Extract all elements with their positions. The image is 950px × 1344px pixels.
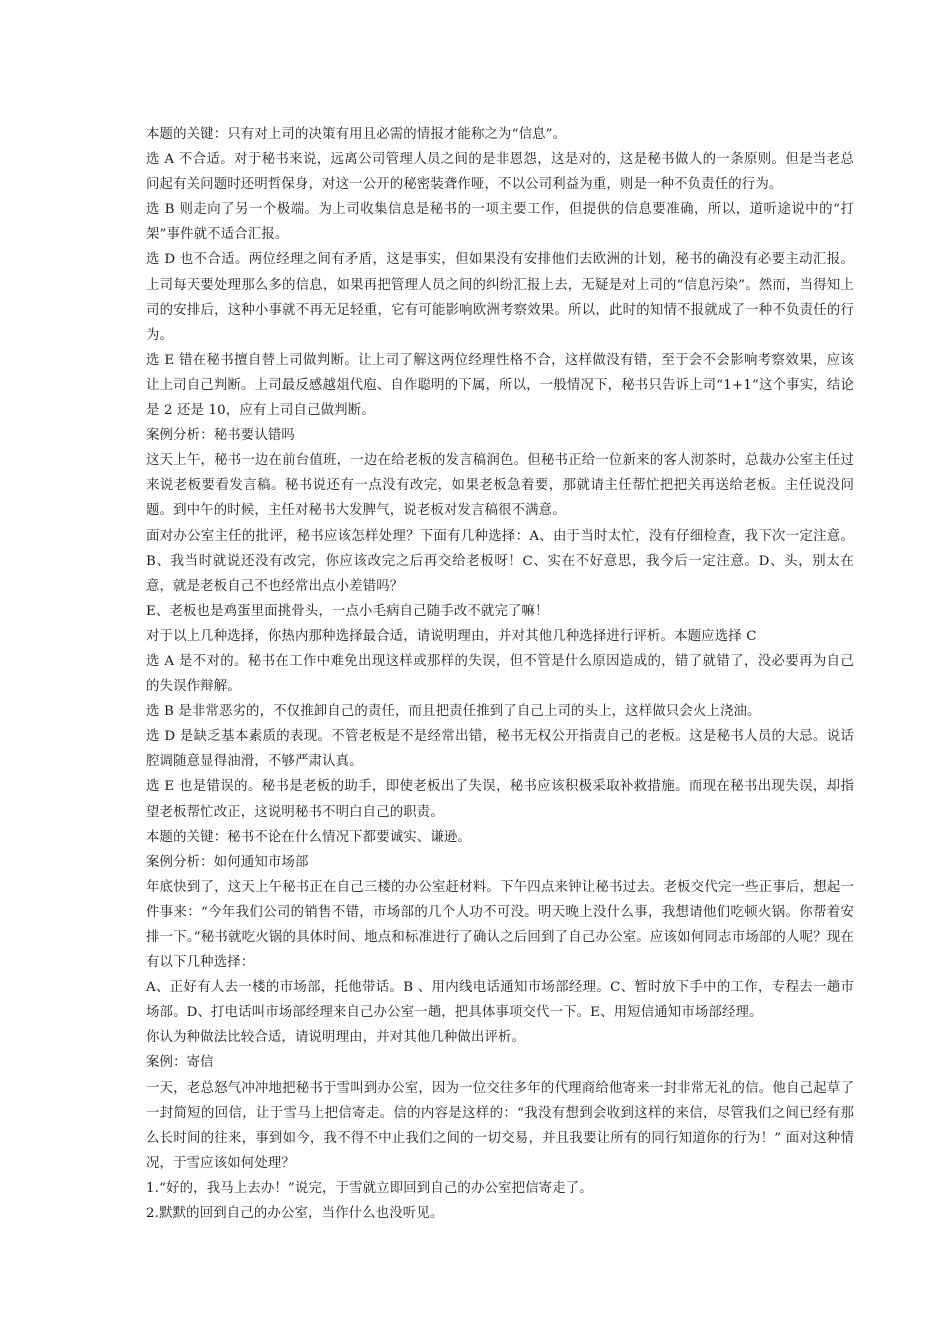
- paragraph-option-e-analysis: 选 E 错在秘书擅自替上司做判断。让上司了解这两位经理性格不合，这样做没有错，至于会不会影响考察效果，应该让上司自己判断。上司最反感越俎代庖、自作聪明的下属，所以，一般情况下，秘书只告诉上司“1+1”这个事实，结论是 2 还是 10，应有上司自己做判断。: [146, 352, 854, 419]
- paragraph-choice-e: E、老板也是鸡蛋里面挑骨头，一点小毛病自己随手改不就完了嘛！: [146, 603, 549, 619]
- paragraph-option-a-analysis: 选 A 不合适。对于秘书来说，远离公司管理人员之间的是非恩怨，这是对的，这是秘书做人的一条原则。但是当老总问起有关问题时还明哲保身，对这一公开的秘密装聋作哑，不以公司利益为重，则是一种不负责任的行为。: [146, 152, 854, 193]
- case-heading-admit-mistake: 案例分析：秘书要认错吗: [146, 428, 295, 444]
- paragraph-case-story: 这天上午，秘书一边在前台值班，一边在给老板的发言稿润色。但秘书正给一位新来的客人沏茶时，总裁办公室主任过来说老板要看发言稿。秘书说还有一点没有改完，如果老板急着要，那就请主任帮忙把把关再送给老板。主任说没问题。到中午的时候，主任对秘书大发脾气，说老板对发言稿很不满意。: [146, 453, 854, 519]
- document-body: [146, 122, 854, 1226]
- paragraph-option-d-analysis: 选 D 也不合适。两位经理之间有矛盾，这是事实，但如果没有安排他们去欧洲的计划，秘书的确没有必要主动汇报。上司每天要处理那么多的信息，如果再把管理人员之间的纠纷汇报上去，无疑是对上司的“信息污染”。然而，当得知上司的安排后，这种小事就不再无足轻重，它有可能影响欧洲考察效果。所以，此时的知情不报就成了一种不负责任的行为。: [146, 252, 854, 343]
- paragraph-choice-b-review: 选 B 是非常恶劣的，不仅推卸自己的责任，而且把责任推到了自己上司的头上，这样做只会火上浇油。: [146, 704, 761, 720]
- paragraph-option-b-analysis: 选 B 则走向了另一个极端。为上司收集信息是秘书的一项主要工作，但提供的信息要准确，所以，道听途说中的“打架”事件就不适合汇报。: [146, 202, 854, 243]
- case-heading-notify-market: 案例分析：如何通知市场部: [146, 854, 309, 870]
- paragraph-market-question: 你认为种做法比较合适，请说明理由，并对其他几种做出评析。: [146, 1030, 526, 1046]
- paragraph-letter-choice-2: 2.默默的回到自己的办公室，当作什么也没听见。: [146, 1206, 444, 1222]
- paragraph-choice-d-review: 选 D 是缺乏基本素质的表现。不管老板是不是经常出错，秘书无权公开指责自己的老板。这是秘书人员的大忌。说话腔调随意显得油滑，不够严肃认真。: [146, 729, 854, 770]
- paragraph-key-point-honesty: 本题的关键：秘书不论在什么情况下都要诚实、谦逊。: [146, 829, 471, 845]
- paragraph-choice-a-review: 选 A 是不对的。秘书在工作中难免出现这样或那样的失误，但不管是什么原因造成的，错了就错了，没必要再为自己的失误作辩解。: [146, 653, 854, 695]
- paragraph-case-choices: 面对办公室主任的批评，秘书应该怎样处理？下面有几种选择：A、由于当时太忙，没有仔细检查，我下次一定注意。B、我当时就说还没有改完，你应该改完之后再交给老板呀！C、实在不好意思，我今后一定注意。D、头，别太在意，就是老板自己不也经常出点小差错吗？: [146, 528, 854, 594]
- paragraph-question-answer-c: 对于以上几种选择，你热内那种选择最合适，请说明理由，并对其他几种选择进行评析。本题应选择 C: [146, 628, 757, 644]
- paragraph-market-story: 年底快到了，这天上午秘书正在自己三楼的办公室赶材料。下午四点来钟让秘书过去。老板交代完一些正事后，想起一件事来：“今年我们公司的销售不错，市场部的几个人功不可没。明天晚上没什么事，我想请他们吃顿火锅。你帮着安排一下。”秘书就吃火锅的具体时间、地点和标准进行了确认之后回到了自己办公室。应该如何同志市场部的人呢？现在有以下几种选择：: [146, 879, 854, 971]
- paragraph-letter-story: 一天，老总怒气冲冲地把秘书于雪叫到办公室，因为一位交往多年的代理商给他寄来一封非常无礼的信。他自己起草了一封简短的回信，让于雪马上把信寄走。信的内容是这样的：“我没有想到会收到这样的来信，尽管我们之间已经有那么长时间的往来，事到如今，我不得不中止我们之间的一切交易，并且我要让所有的同行知道你的行为！” 面对这种情况，于雪应该如何处理？: [146, 1080, 854, 1171]
- case-heading-send-letter: 案例：寄信: [146, 1055, 214, 1071]
- paragraph-letter-choice-1: 1.“好的，我马上去办！”说完，于雪就立即回到自己的办公室把信寄走了。: [146, 1180, 593, 1196]
- paragraph-choice-e-review: 选 E 也是错误的。秘书是老板的助手，即使老板出了失误，秘书应该积极采取补救措施。而现在秘书出现失误，却指望老板帮忙改正，这说明秘书不明白自己的职责。: [146, 779, 854, 820]
- paragraph-market-choices: A、正好有人去一楼的市场部，托他带话。B 、用内线电话通知市场部经理。C、暂时放下手中的工作，专程去一趟市场部。D、打电话叫市场部经理来自己办公室一趟，把具体事项交代一下。E、用短信通知市场部经理。: [146, 980, 854, 1021]
- paragraph-key-point-info: 本题的关键：只有对上司的决策有用且必需的情报才能称之为“信息”。: [146, 127, 567, 142]
